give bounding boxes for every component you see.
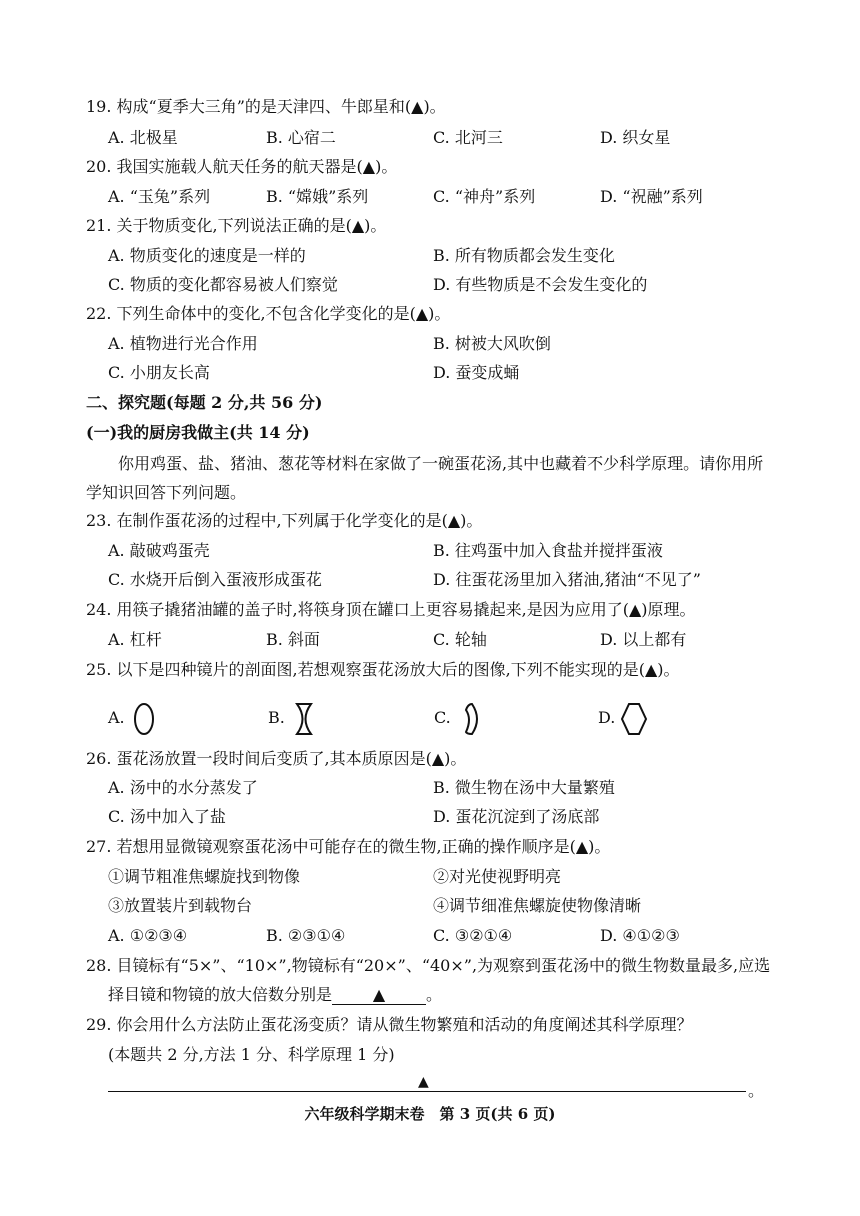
option-a-label: A. [108,708,125,727]
option-b: B. 树被大风吹倒 [433,334,551,353]
option-c: C. 汤中加入了盐 [108,807,226,826]
question-19-options [108,127,798,149]
section-subtitle: (一)我的厨房我做主(共 14 分) [86,423,310,442]
option-c: C. 轮轴 [433,630,487,649]
question-24-stem: 24. 用筷子撬猪油罐的盖子时,将筷身顶在罐口上更容易撬起来,是因为应用了(▲)原理。 [86,600,696,619]
question-20-options [108,186,798,208]
option-a: A. ①②③④ [108,926,188,945]
answer-end-mark: 。 [748,1081,765,1100]
option-c: C. 小朋友长高 [108,363,210,382]
step-4: ④调节细准焦螺旋使物像清晰 [433,896,642,915]
option-d: D. 蛋花沉淀到了汤底部 [433,807,600,826]
question-25-stem: 25. 以下是四种镜片的剖面图,若想观察蛋花汤放大后的图像,下列不能实现的是(▲)。 [86,660,680,679]
option-b: B. ②③①④ [266,926,346,945]
option-a: A. 汤中的水分蒸发了 [108,778,258,797]
option-d: D. 有些物质是不会发生变化的 [433,275,648,294]
question-21-stem: 21. 关于物质变化,下列说法正确的是(▲)。 [86,216,387,235]
question-27-options [108,925,798,947]
step-3: ③放置装片到载物台 [108,896,253,915]
section-title: 二、探究题(每题 2 分,共 56 分) [86,393,323,412]
question-23-options-row1 [108,540,798,562]
question-27-stem: 27. 若想用显微镜观察蛋花汤中可能存在的微生物,正确的操作顺序是(▲)。 [86,837,611,856]
option-c: C. 水烧开后倒入蛋液形成蛋花 [108,570,322,589]
stem-end: 。 [426,985,443,1004]
option-c: C. 北河三 [433,128,503,147]
question-22-stem: 22. 下列生命体中的变化,不包含化学变化的是(▲)。 [86,304,451,323]
option-a: A. 北极星 [108,128,178,147]
option-a: A. 杠杆 [108,630,162,649]
question-24-options [108,629,798,651]
option-c: C. “神舟”系列 [433,187,536,206]
option-c: C. ③②①④ [433,926,513,945]
question-20-stem: 20. 我国实施载人航天任务的航天器是(▲)。 [86,157,398,176]
question-27-steps-row2 [108,895,798,917]
question-29-stem: 29. 你会用什么方法防止蛋花汤变质？请从微生物繁殖和活动的角度阐述其科学原理？ [86,1015,693,1034]
option-d: D. 蚕变成蛹 [433,363,520,382]
option-a: A. 植物进行光合作用 [108,334,258,353]
hexagonal-lens-icon [620,702,650,736]
lens-options [108,702,708,736]
option-a: A. 敲破鸡蛋壳 [108,541,210,560]
option-b: B. “嫦娥”系列 [266,187,369,206]
section-intro: 你用鸡蛋、盐、猪油、葱花等材料在家做了一碗蛋花汤,其中也藏着不少科学原理。请你用所学知识回答下列问题。 [86,454,764,502]
question-19-stem: 19. 构成“夏季大三角”的是天津四、牛郎星和(▲)。 [86,97,446,116]
meniscus-lens-icon [456,702,486,736]
option-c-label: C. [434,708,451,727]
question-23-stem: 23. 在制作蛋花汤的过程中,下列属于化学变化的是(▲)。 [86,511,483,530]
option-a: A. “玉兔”系列 [108,187,211,206]
biconcave-lens-icon [290,702,320,736]
question-23-options-row2 [108,569,798,591]
question-27-steps-row1 [108,866,798,888]
question-21-options-row1 [108,245,798,267]
option-d: D. ④①②③ [600,926,680,945]
step-2: ②对光使视野明亮 [433,867,562,886]
option-a: A. 物质变化的速度是一样的 [108,246,306,265]
question-22-options-row1 [108,333,798,355]
question-26-options-row1 [108,777,798,799]
question-26-stem: 26. 蛋花汤放置一段时间后变质了,其本质原因是(▲)。 [86,749,467,768]
option-c: C. 物质的变化都容易被人们察觉 [108,275,338,294]
question-21-options-row2 [108,274,798,296]
option-d-label: D. [598,708,616,727]
answer-marker: ▲ [418,1074,429,1090]
option-b: B. 心宿二 [266,128,336,147]
biconvex-lens-icon [130,702,160,736]
question-28-stem: 28. 目镜标有“5×”、“10×”,物镜标有“20×”、“40×”,为观察到蛋花汤中的微生物数量最多,应选 [86,956,771,975]
option-d: D. 以上都有 [600,630,687,649]
page-footer: 六年级科学期末卷 第 3 页(共 6 页) [304,1105,556,1123]
step-1: ①调节粗准焦螺旋找到物像 [108,867,301,886]
option-b: B. 斜面 [266,630,320,649]
option-b-label: B. [268,708,285,727]
option-b: B. 往鸡蛋中加入食盐并搅拌蛋液 [433,541,663,560]
answer-line[interactable] [108,1091,746,1092]
option-b: B. 微生物在汤中大量繁殖 [433,778,615,797]
option-d: D. 织女星 [600,128,671,147]
question-28-stem-line2 [108,984,798,1006]
option-d: D. “祝融”系列 [600,187,703,206]
stem-text: 择目镜和物镜的放大倍数分别是 [108,985,333,1004]
option-b: B. 所有物质都会发生变化 [433,246,615,265]
question-26-options-row2 [108,806,798,828]
question-22-options-row2 [108,362,798,384]
option-d: D. 往蛋花汤里加入猪油,猪油“不见了” [433,570,701,589]
answer-blank[interactable]: ▲ [332,986,426,1005]
question-29-note: (本题共 2 分,方法 1 分、科学原理 1 分) [108,1045,395,1064]
